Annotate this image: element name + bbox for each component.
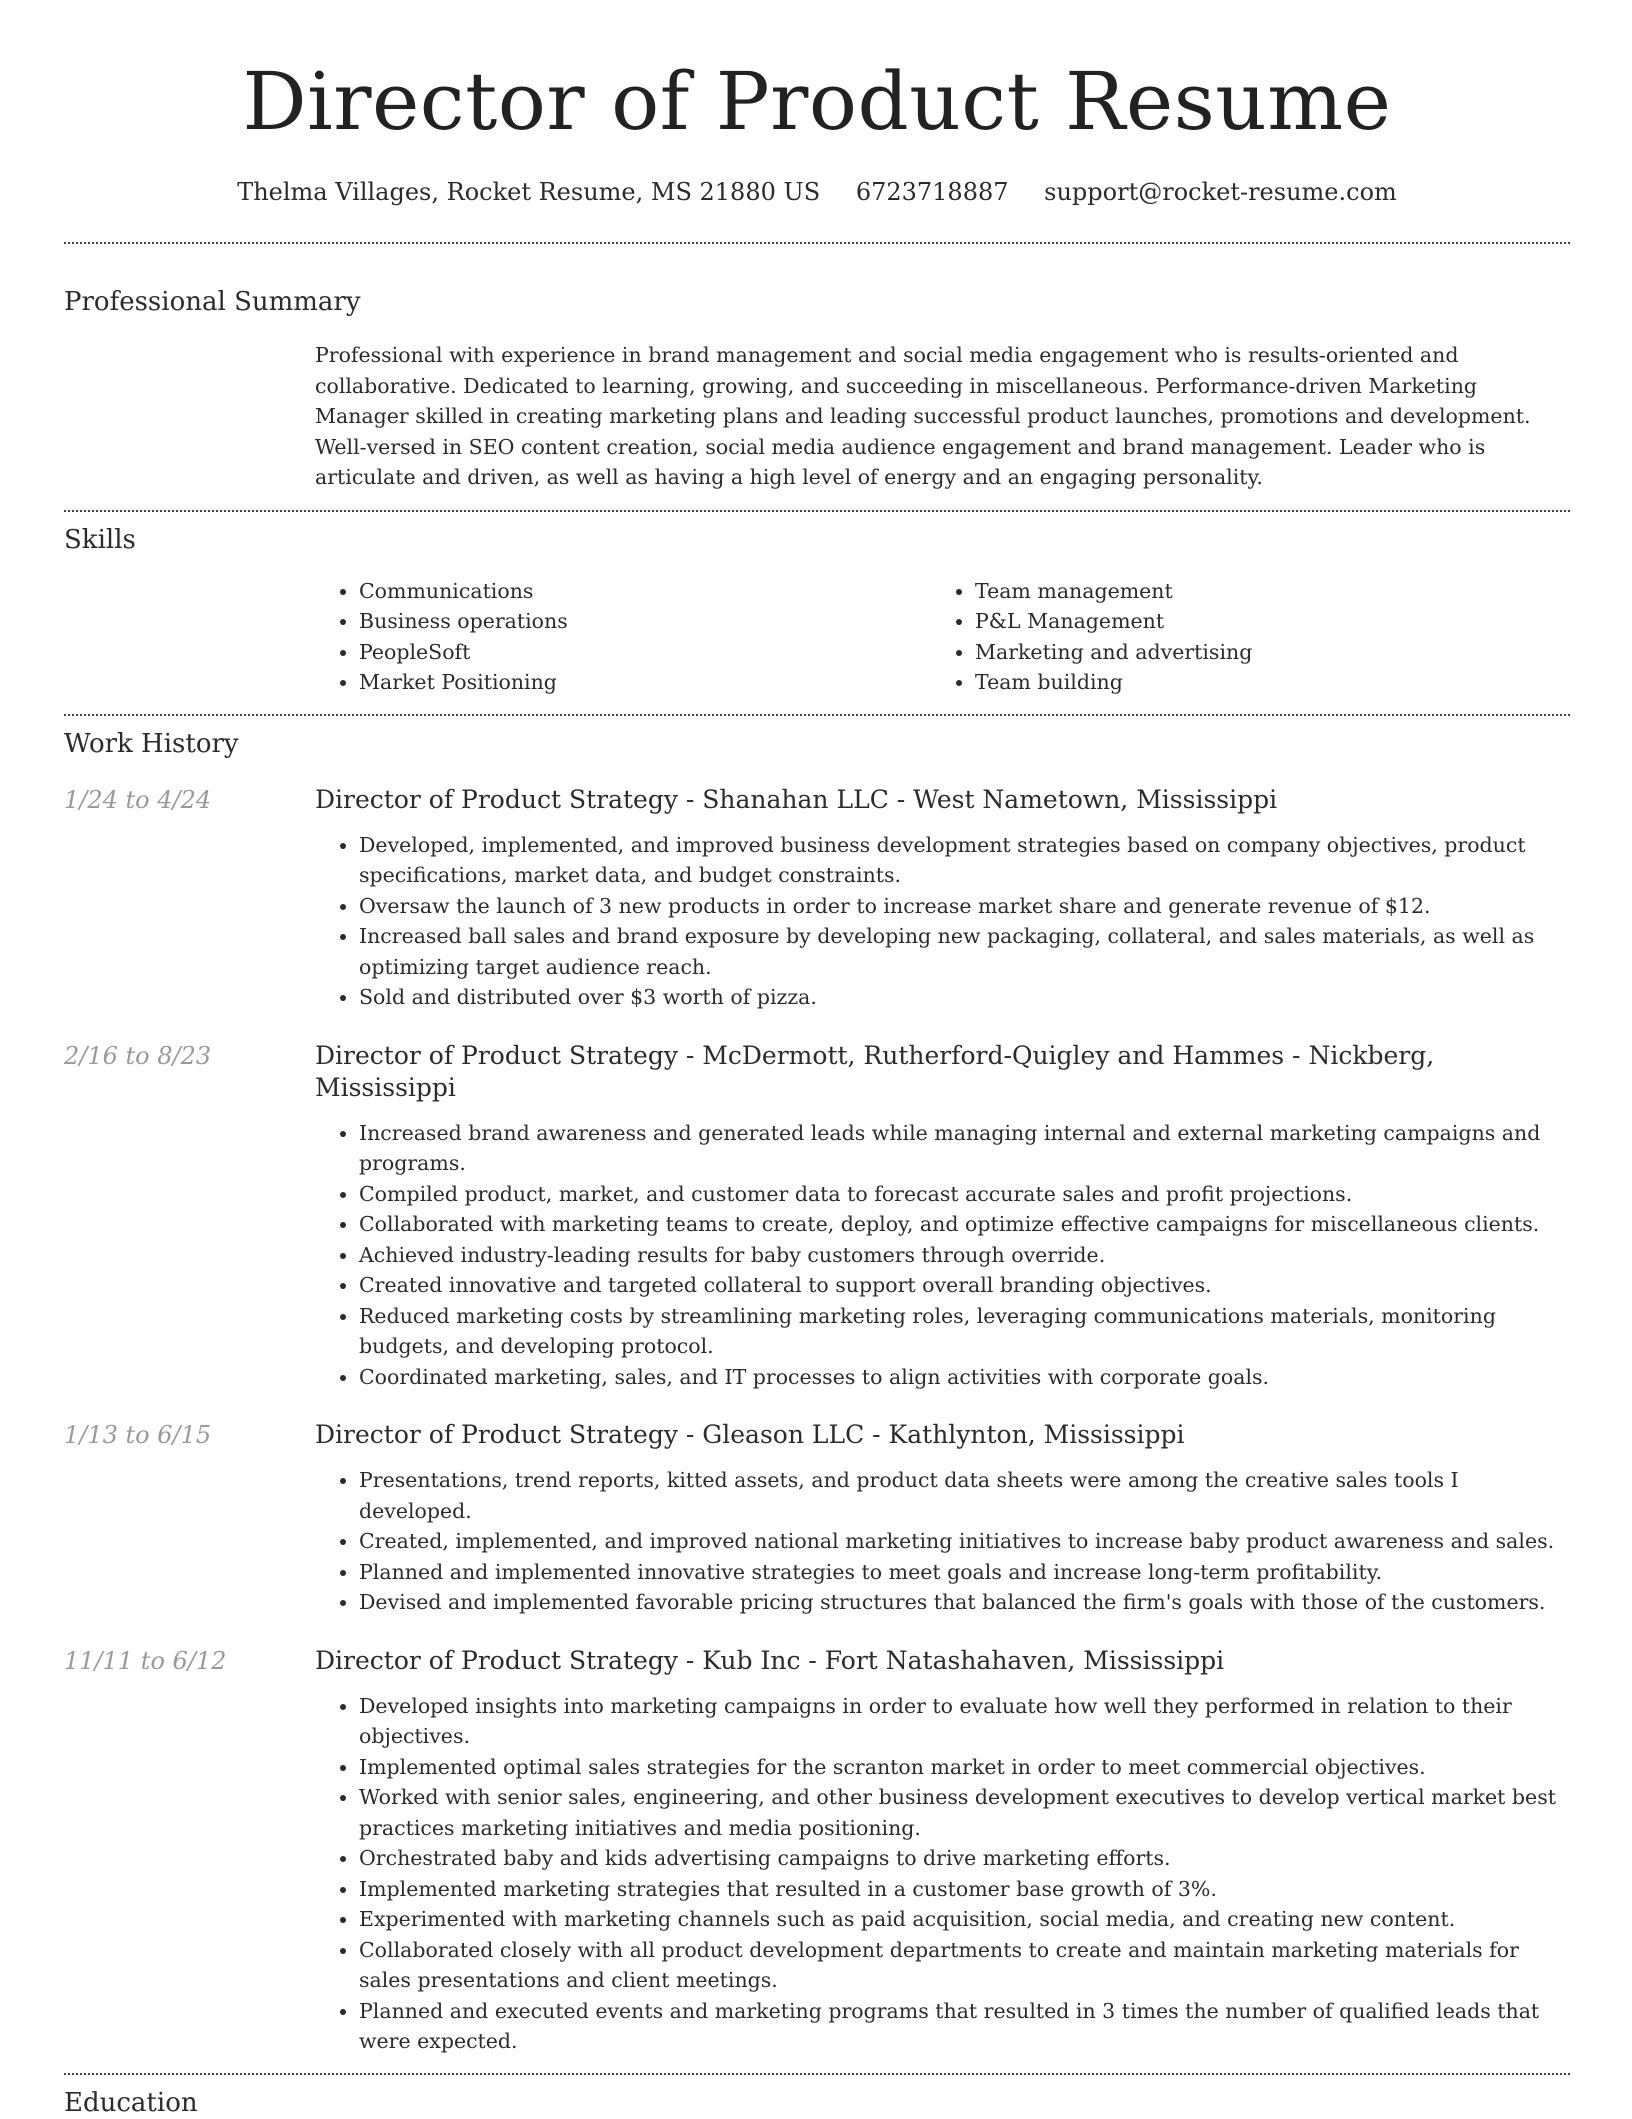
job-bullet: • Created, implemented, and improved national marketing initiatives to increase baby product awareness and sales. xyxy=(359,1526,1570,1557)
skill-item: • Team building xyxy=(975,667,1547,698)
divider xyxy=(64,510,1570,512)
section-heading-summary: Professional Summary xyxy=(64,287,361,317)
job-bullets xyxy=(315,1465,1570,1618)
skill-item: • P&L Management xyxy=(975,606,1547,637)
job-bullets xyxy=(315,1118,1570,1393)
job-date: 1/24 to 4/24 xyxy=(64,785,212,814)
job-bullet: • Planned and executed events and marketing programs that resulted in 3 times the number of qualified leads that were expected. xyxy=(359,1996,1570,2057)
summary-text: Professional with experience in brand management and social media engagement who is results-oriented and collaborative. Dedicated to learning, growing, and succeeding in miscellaneous. Performance-driven Marketing Manager skilled in creating marketing plans and leading successful product launches, promotions and development. Well-versed in SEO content creation, social media audience engagement and brand management. Leader who is articulate and driven, as well as having a high level of energy and an engaging personality. xyxy=(315,343,1531,489)
job-bullet: • Compiled product, market, and customer data to forecast accurate sales and profit projections. xyxy=(359,1179,1570,1210)
job-entry xyxy=(64,1419,1570,1618)
job-bullet: • Implemented marketing strategies that resulted in a customer base growth of 3%. xyxy=(359,1874,1570,1905)
job-bullet: • Increased brand awareness and generated leads while managing internal and external marketing campaigns and programs. xyxy=(359,1118,1570,1179)
resume-page xyxy=(64,0,1570,2119)
skill-item: • Market Positioning xyxy=(359,667,931,698)
contact-address: Thelma Villages, Rocket Resume, MS 21880 US xyxy=(237,178,821,206)
skill-item: • Team management xyxy=(975,576,1547,607)
job-bullet: • Oversaw the launch of 3 new products in order to increase market share and generate revenue of $12. xyxy=(359,891,1570,922)
page-title: Director of Product Resume xyxy=(242,55,1392,148)
job-bullet: • Collaborated with marketing teams to create, deploy, and optimize effective campaigns for miscellaneous clients. xyxy=(359,1209,1570,1240)
job-bullet: • Orchestrated baby and kids advertising campaigns to drive marketing efforts. xyxy=(359,1843,1570,1874)
job-bullet: • Worked with senior sales, engineering, and other business development executives to develop vertical market best practices marketing initiatives and media positioning. xyxy=(359,1782,1570,1843)
skills-list-right xyxy=(931,576,1547,698)
job-entry xyxy=(64,1645,1570,2057)
section-heading-work: Work History xyxy=(64,728,239,759)
job-date: 1/13 to 6/15 xyxy=(64,1421,212,1449)
contact-line xyxy=(64,176,1570,208)
job-date: 11/11 to 6/12 xyxy=(64,1646,227,1675)
divider xyxy=(64,242,1570,244)
summary-block xyxy=(315,340,1570,493)
skill-item: • Business operations xyxy=(359,606,931,637)
job-title: Director of Product Strategy - Shanahan LLC - West Nametown, Mississippi xyxy=(315,784,1278,814)
section-heading-education: Education xyxy=(64,2087,198,2118)
skills-list-left xyxy=(315,576,931,698)
skill-item: • Marketing and advertising xyxy=(975,637,1547,668)
divider xyxy=(64,714,1570,716)
job-bullet: • Planned and implemented innovative strategies to meet goals and increase long-term profitability. xyxy=(359,1557,1570,1588)
skills-grid xyxy=(315,576,1570,698)
job-bullet: • Increased ball sales and brand exposure by developing new packaging, collateral, and sales materials, as well as optimizing target audience reach. xyxy=(359,921,1570,982)
job-bullet: • Developed insights into marketing campaigns in order to evaluate how well they performed in relation to their objectives. xyxy=(359,1691,1570,1752)
section-heading-skills: Skills xyxy=(64,524,136,555)
job-bullet: • Devised and implemented favorable pricing structures that balanced the firm's goals with those of the customers. xyxy=(359,1587,1570,1618)
job-bullet: • Achieved industry-leading results for baby customers through override. xyxy=(359,1240,1570,1271)
job-title: Director of Product Strategy - Gleason LLC - Kathlynton, Mississippi xyxy=(315,1420,1185,1449)
skill-item: • Communications xyxy=(359,576,931,607)
job-entry xyxy=(64,1040,1570,1393)
job-bullet: • Reduced marketing costs by streamlining marketing roles, leveraging communications materials, monitoring budgets, and developing protocol. xyxy=(359,1301,1570,1362)
contact-email: support@rocket-resume.com xyxy=(1044,178,1397,206)
job-bullet: • Presentations, trend reports, kitted assets, and product data sheets were among the creative sales tools I developed. xyxy=(359,1465,1570,1526)
job-bullet: • Experimented with marketing channels such as paid acquisition, social media, and creating new content. xyxy=(359,1904,1570,1935)
job-entry xyxy=(64,784,1570,1013)
job-bullet: • Coordinated marketing, sales, and IT processes to align activities with corporate goals. xyxy=(359,1362,1570,1393)
job-bullets xyxy=(315,1691,1570,2057)
divider xyxy=(64,2073,1570,2075)
job-bullet: • Created innovative and targeted collateral to support overall branding objectives. xyxy=(359,1270,1570,1301)
job-title: Director of Product Strategy - McDermott, Rutherford-Quigley and Hammes - Nickberg, Mississippi xyxy=(315,1040,1435,1102)
job-date: 2/16 to 8/23 xyxy=(64,1041,212,1070)
job-title: Director of Product Strategy - Kub Inc - Fort Natashahaven, Mississippi xyxy=(315,1645,1225,1675)
job-bullets xyxy=(315,830,1570,1013)
job-bullet: • Developed, implemented, and improved business development strategies based on company objectives, product specifications, market data, and budget constraints. xyxy=(359,830,1570,891)
job-bullet: • Collaborated closely with all product development departments to create and maintain marketing materials for sales presentations and client meetings. xyxy=(359,1935,1570,1996)
skill-item: • PeopleSoft xyxy=(359,637,931,668)
contact-phone: 6723718887 xyxy=(855,178,1009,206)
job-bullet: • Sold and distributed over $3 worth of pizza. xyxy=(359,982,1570,1013)
job-bullet: • Implemented optimal sales strategies for the scranton market in order to meet commercial objectives. xyxy=(359,1752,1570,1783)
